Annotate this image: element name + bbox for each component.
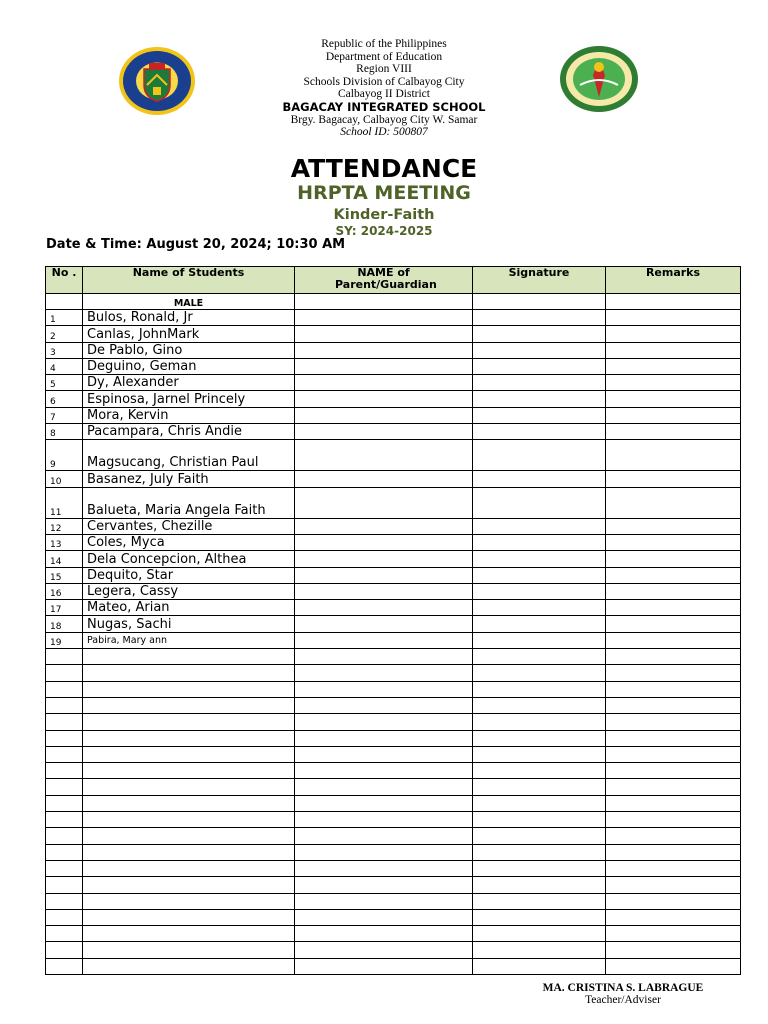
empty-cell — [83, 909, 295, 925]
signatory-block — [523, 982, 723, 1006]
empty-cell — [46, 730, 83, 746]
signature-cell — [473, 440, 606, 471]
signature-cell — [473, 407, 606, 423]
parent-cell — [295, 342, 473, 358]
table-row — [46, 326, 741, 342]
empty-cell — [606, 909, 741, 925]
col-header-remarks: Remarks — [606, 267, 741, 294]
table-row — [46, 310, 741, 326]
row-number: 14 — [46, 551, 83, 567]
parent-cell — [295, 326, 473, 342]
empty-cell — [473, 697, 606, 713]
row-number: 16 — [46, 583, 83, 599]
attendance-table-body — [46, 294, 741, 975]
table-row — [46, 551, 741, 567]
student-name: Pabira, Mary ann — [83, 632, 295, 648]
empty-cell — [46, 828, 83, 844]
empty-table-row — [46, 746, 741, 762]
student-name: Dequito, Star — [83, 567, 295, 583]
remarks-cell — [606, 534, 741, 550]
student-name: Deguino, Geman — [83, 358, 295, 374]
empty-table-row — [46, 926, 741, 942]
empty-cell — [295, 812, 473, 828]
signatory-name: MA. CRISTINA S. LABRAGUE — [542, 982, 704, 994]
signature-cell — [473, 583, 606, 599]
empty-cell — [606, 893, 741, 909]
empty-table-row — [46, 681, 741, 697]
section-title: Kinder-Faith — [333, 207, 435, 223]
parent-cell — [295, 534, 473, 550]
empty-cell — [46, 681, 83, 697]
empty-cell — [473, 877, 606, 893]
row-number: 1 — [46, 310, 83, 326]
empty-cell — [295, 714, 473, 730]
student-name: Mora, Kervin — [83, 407, 295, 423]
empty-cell — [83, 730, 295, 746]
row-number: 19 — [46, 632, 83, 648]
parent-cell — [295, 440, 473, 471]
parent-cell — [295, 583, 473, 599]
row-number: 5 — [46, 375, 83, 391]
student-name: Canlas, JohnMark — [83, 326, 295, 342]
remarks-cell — [606, 551, 741, 567]
row-number: 17 — [46, 600, 83, 616]
empty-cell — [606, 860, 741, 876]
table-row — [46, 375, 741, 391]
empty-table-row — [46, 844, 741, 860]
student-name: Bulos, Ronald, Jr — [83, 310, 295, 326]
empty-cell — [473, 795, 606, 811]
remarks-cell — [606, 567, 741, 583]
empty-cell — [83, 746, 295, 762]
empty-cell — [46, 746, 83, 762]
table-row — [46, 518, 741, 534]
empty-cell — [295, 795, 473, 811]
empty-table-row — [46, 893, 741, 909]
page-title: ATTENDANCE — [290, 154, 478, 183]
empty-cell — [295, 877, 473, 893]
empty-table-row — [46, 714, 741, 730]
row-number: 3 — [46, 342, 83, 358]
remarks-cell — [606, 583, 741, 599]
empty-cell — [46, 926, 83, 942]
empty-cell — [83, 681, 295, 697]
signature-cell — [473, 310, 606, 326]
empty-table-row — [46, 665, 741, 681]
empty-table-row — [46, 763, 741, 779]
empty-cell — [606, 649, 741, 665]
empty-cell — [83, 860, 295, 876]
empty-table-row — [46, 877, 741, 893]
table-row — [46, 616, 741, 632]
empty-table-row — [46, 909, 741, 925]
empty-cell — [83, 795, 295, 811]
signature-cell — [473, 600, 606, 616]
empty-cell — [295, 681, 473, 697]
remarks-cell — [606, 487, 741, 518]
remarks-cell — [606, 600, 741, 616]
empty-cell — [473, 958, 606, 974]
empty-cell — [473, 812, 606, 828]
header-line-region: Region VIII — [356, 63, 412, 75]
signature-cell — [473, 567, 606, 583]
empty-cell — [473, 763, 606, 779]
parent-cell — [295, 407, 473, 423]
row-number: 2 — [46, 326, 83, 342]
row-number: 7 — [46, 407, 83, 423]
empty-cell — [83, 844, 295, 860]
remarks-cell — [606, 424, 741, 440]
header-line-district: Calbayog II District — [338, 88, 430, 100]
signature-cell — [473, 518, 606, 534]
empty-cell — [83, 958, 295, 974]
empty-cell — [606, 926, 741, 942]
empty-table-row — [46, 958, 741, 974]
student-name: Cervantes, Chezille — [83, 518, 295, 534]
empty-cell — [46, 795, 83, 811]
col-header-student-name: Name of Students — [83, 267, 295, 294]
empty-cell — [606, 877, 741, 893]
row-number: 15 — [46, 567, 83, 583]
empty-cell — [473, 909, 606, 925]
empty-cell — [295, 746, 473, 762]
table-row — [46, 600, 741, 616]
meeting-title: HRPTA MEETING — [297, 182, 471, 204]
empty-cell — [473, 779, 606, 795]
school-address: Brgy. Bagacay, Calbayog City W. Samar — [290, 113, 478, 126]
empty-cell — [473, 828, 606, 844]
row-number: 4 — [46, 358, 83, 374]
student-name: Magsucang, Christian Paul — [83, 440, 295, 471]
empty-cell — [83, 812, 295, 828]
row-number: 10 — [46, 471, 83, 487]
empty-table-row — [46, 779, 741, 795]
header-line-deped: Department of Education — [325, 50, 443, 63]
student-name: Legera, Cassy — [83, 583, 295, 599]
parent-cell — [295, 600, 473, 616]
meeting-datetime: Date & Time: August 20, 2024; 10:30 AM — [46, 237, 346, 252]
empty-cell — [606, 697, 741, 713]
empty-table-row — [46, 828, 741, 844]
empty-cell — [46, 909, 83, 925]
empty-cell — [83, 665, 295, 681]
empty-cell — [473, 893, 606, 909]
empty-cell — [46, 812, 83, 828]
school-year: SY: 2024-2025 — [335, 224, 433, 238]
empty-cell — [83, 649, 295, 665]
empty-cell — [295, 779, 473, 795]
col-header-signature: Signature — [473, 267, 606, 294]
empty-cell — [295, 828, 473, 844]
remarks-cell — [606, 616, 741, 632]
empty-cell — [83, 926, 295, 942]
parent-cell — [295, 567, 473, 583]
empty-cell — [83, 697, 295, 713]
empty-cell — [606, 730, 741, 746]
parent-cell — [295, 632, 473, 648]
signature-cell — [473, 326, 606, 342]
empty-cell — [295, 893, 473, 909]
empty-cell — [46, 779, 83, 795]
signature-cell — [473, 375, 606, 391]
parent-cell — [295, 471, 473, 487]
signature-cell — [473, 632, 606, 648]
signature-cell — [473, 358, 606, 374]
empty-cell — [46, 877, 83, 893]
table-row — [46, 632, 741, 648]
empty-cell — [606, 681, 741, 697]
empty-cell — [295, 763, 473, 779]
student-name: Dela Concepcion, Althea — [83, 551, 295, 567]
table-row — [46, 440, 741, 471]
table-row — [46, 583, 741, 599]
empty-table-row — [46, 795, 741, 811]
remarks-cell — [606, 440, 741, 471]
remarks-cell — [606, 407, 741, 423]
row-number: 6 — [46, 391, 83, 407]
empty-cell — [83, 763, 295, 779]
attendance-table — [45, 266, 741, 975]
table-row — [46, 407, 741, 423]
table-row — [46, 487, 741, 518]
group-row-male — [46, 294, 741, 310]
empty-table-row — [46, 812, 741, 828]
empty-cell — [606, 746, 741, 762]
empty-cell — [295, 730, 473, 746]
signature-cell — [473, 616, 606, 632]
empty-cell — [83, 714, 295, 730]
parent-cell — [295, 358, 473, 374]
parent-cell — [295, 375, 473, 391]
student-name: Espinosa, Jarnel Princely — [83, 391, 295, 407]
empty-cell — [46, 958, 83, 974]
remarks-cell — [606, 632, 741, 648]
header-line-republic: Republic of the Philippines — [321, 38, 447, 50]
remarks-cell — [606, 342, 741, 358]
empty-cell — [606, 763, 741, 779]
remarks-cell — [606, 375, 741, 391]
empty-cell — [295, 844, 473, 860]
empty-cell — [473, 714, 606, 730]
empty-cell — [606, 958, 741, 974]
school-name: BAGACAY INTEGRATED SCHOOL — [282, 99, 486, 114]
empty-cell — [295, 860, 473, 876]
parent-cell — [295, 616, 473, 632]
parent-cell — [295, 310, 473, 326]
empty-cell — [606, 942, 741, 958]
remarks-cell — [606, 326, 741, 342]
empty-cell — [473, 926, 606, 942]
remarks-cell — [606, 471, 741, 487]
empty-table-row — [46, 697, 741, 713]
student-name: Balueta, Maria Angela Faith — [83, 487, 295, 518]
group-label: MALE — [83, 294, 295, 310]
empty-table-row — [46, 942, 741, 958]
empty-cell — [295, 909, 473, 925]
empty-cell — [473, 844, 606, 860]
table-row — [46, 342, 741, 358]
empty-cell — [46, 714, 83, 730]
row-number: 13 — [46, 534, 83, 550]
empty-cell — [473, 681, 606, 697]
empty-cell — [83, 893, 295, 909]
empty-cell — [473, 942, 606, 958]
signatory-role: Teacher/Adviser — [585, 994, 661, 1006]
empty-table-row — [46, 730, 741, 746]
empty-cell — [606, 779, 741, 795]
empty-cell — [295, 649, 473, 665]
parent-cell — [295, 487, 473, 518]
empty-cell — [46, 893, 83, 909]
empty-cell — [46, 665, 83, 681]
empty-cell — [295, 958, 473, 974]
parent-cell — [295, 424, 473, 440]
empty-cell — [473, 746, 606, 762]
col-header-parent: NAME of Parent/Guardian — [295, 267, 473, 294]
row-number: 8 — [46, 424, 83, 440]
signature-cell — [473, 534, 606, 550]
student-name: Nugas, Sachi — [83, 616, 295, 632]
empty-cell — [83, 828, 295, 844]
student-name: Mateo, Arian — [83, 600, 295, 616]
empty-cell — [83, 942, 295, 958]
table-row — [46, 567, 741, 583]
table-row — [46, 424, 741, 440]
empty-cell — [606, 665, 741, 681]
empty-cell — [606, 844, 741, 860]
empty-table-row — [46, 860, 741, 876]
empty-cell — [295, 665, 473, 681]
student-name: Dy, Alexander — [83, 375, 295, 391]
signature-cell — [473, 424, 606, 440]
empty-cell — [473, 730, 606, 746]
signature-cell — [473, 471, 606, 487]
row-number: 18 — [46, 616, 83, 632]
header-line-division: Schools Division of Calbayog City — [303, 75, 465, 88]
parent-cell — [295, 518, 473, 534]
col-header-no: No . — [46, 267, 83, 294]
remarks-cell — [606, 518, 741, 534]
row-number: 11 — [46, 487, 83, 518]
school-header — [0, 38, 768, 139]
student-name: De Pablo, Gino — [83, 342, 295, 358]
remarks-cell — [606, 358, 741, 374]
parent-cell — [295, 551, 473, 567]
student-name: Pacampara, Chris Andie — [83, 424, 295, 440]
empty-cell — [606, 828, 741, 844]
empty-cell — [606, 795, 741, 811]
empty-cell — [46, 844, 83, 860]
empty-cell — [46, 942, 83, 958]
empty-cell — [295, 926, 473, 942]
table-row — [46, 534, 741, 550]
empty-cell — [295, 942, 473, 958]
empty-table-row — [46, 649, 741, 665]
empty-cell — [46, 649, 83, 665]
empty-cell — [83, 877, 295, 893]
signature-cell — [473, 342, 606, 358]
remarks-cell — [606, 310, 741, 326]
empty-cell — [606, 812, 741, 828]
empty-cell — [473, 649, 606, 665]
empty-cell — [46, 697, 83, 713]
empty-cell — [83, 779, 295, 795]
student-name: Basanez, July Faith — [83, 471, 295, 487]
row-number: 9 — [46, 440, 83, 471]
school-id: School ID: 500807 — [340, 126, 428, 138]
signature-cell — [473, 391, 606, 407]
empty-cell — [46, 860, 83, 876]
signature-cell — [473, 487, 606, 518]
table-row — [46, 471, 741, 487]
table-row — [46, 358, 741, 374]
empty-cell — [606, 714, 741, 730]
student-name: Coles, Myca — [83, 534, 295, 550]
signature-cell — [473, 551, 606, 567]
empty-cell — [473, 665, 606, 681]
empty-cell — [46, 763, 83, 779]
empty-cell — [473, 860, 606, 876]
parent-cell — [295, 391, 473, 407]
table-row — [46, 391, 741, 407]
remarks-cell — [606, 391, 741, 407]
empty-cell — [295, 697, 473, 713]
row-number: 12 — [46, 518, 83, 534]
